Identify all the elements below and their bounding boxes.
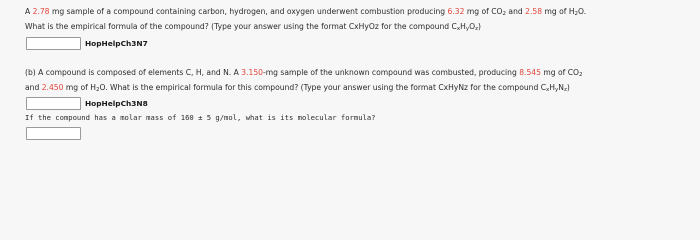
q3-answer-input[interactable] [26, 127, 81, 140]
q1-answer-row [26, 37, 148, 50]
q1-co2-mass: 6.32 [447, 7, 465, 16]
q2-co2-mass: 8.545 [519, 68, 541, 77]
q2-h2o-mass: 2.450 [41, 83, 64, 92]
q1-line1: A 2.78 mg sample of a compound containing carbon, hydrogen, and oxygen underwent combustion producing 6.32 mg of $CO_2$ and 2.58 mg of $H_2O$. [25, 7, 587, 17]
q1-line2: What is the empirical formula of the compound? (Type your answer using the format CxHyOz for the compound $C_xH_yO_z$) [25, 22, 481, 32]
q1-hint-label: HopHelpCh3N7 [85, 39, 148, 48]
q1-h2o-mass: 2.58 [525, 7, 543, 16]
q2-answer-row [26, 97, 148, 110]
q2-line1: (b) A compound is composed of elements C, H, and N. A 3.150-mg sample of the unknown compound was combusted, producing 8.545 mg of $CO_2$ [25, 68, 583, 78]
q2-sample-mass: 3.150 [241, 68, 263, 77]
q1-answer-input[interactable] [26, 37, 81, 50]
q3-answer-row [26, 127, 81, 140]
q2-hint-label: HopHelpCh3N8 [85, 99, 148, 108]
q2-answer-input[interactable] [26, 97, 81, 110]
q1-sample-mass: 2.78 [32, 7, 50, 16]
q3-text: If the compound has a molar mass of 160 ± 5 g/mol, what is its molecular formula? [25, 113, 376, 122]
q2-line2: and 2.450 mg of $H_2O$. What is the empirical formula for this compound? (Type your answer using the format CxHyNz for the compound $C_xH_yN_z$) [25, 83, 570, 93]
